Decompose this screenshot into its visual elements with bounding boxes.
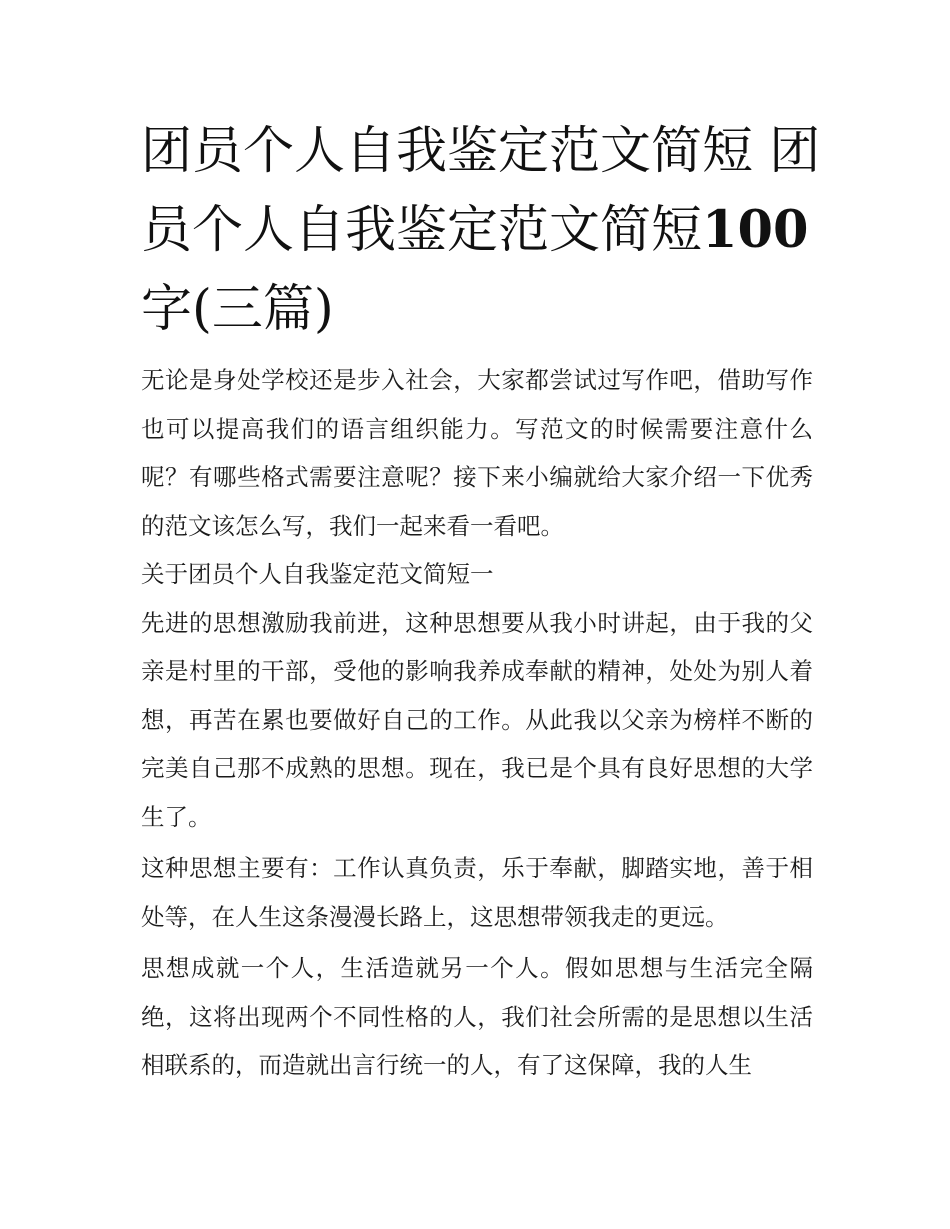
- document-body: [141, 356, 813, 1090]
- paragraph: 这种思想主要有：工作认真负责，乐于奉献，脚踏实地，善于相处等，在人生这条漫漫长路上，这思想带领我走的更远。: [141, 854, 813, 931]
- document-title: 团员个人自我鉴定范文简短 团员个人自我鉴定范文简短100字(三篇): [141, 122, 821, 339]
- paragraph-intro: 无论是身处学校还是步入社会，大家都尝试过写作吧，借助写作也可以提高我们的语言组织能力。写范文的时候需要注意什么呢？有哪些格式需要注意呢？接下来小编就给大家介绍一下优秀的范文该怎么写，我们一起来看一看吧。: [141, 366, 813, 540]
- paragraph: 思想成就一个人，生活造就另一个人。假如思想与生活完全隔绝，这将出现两个不同性格的人，我们社会所需的是思想以生活相联系的，而造就出言行统一的人，有了这保障，我的人生: [141, 954, 813, 1079]
- section-heading: 关于团员个人自我鉴定范文简短一: [141, 560, 494, 588]
- paragraph: 先进的思想激励我前进，这种思想要从我小时讲起，由于我的父亲是村里的干部，受他的影响我养成奉献的精神，处处为别人着想，再苦在累也要做好自己的工作。从此我以父亲为榜样不断的完美自己那不成熟的思想。现在，我已是个具有良好思想的大学生了。: [141, 608, 813, 831]
- title-number: 100: [702, 200, 809, 260]
